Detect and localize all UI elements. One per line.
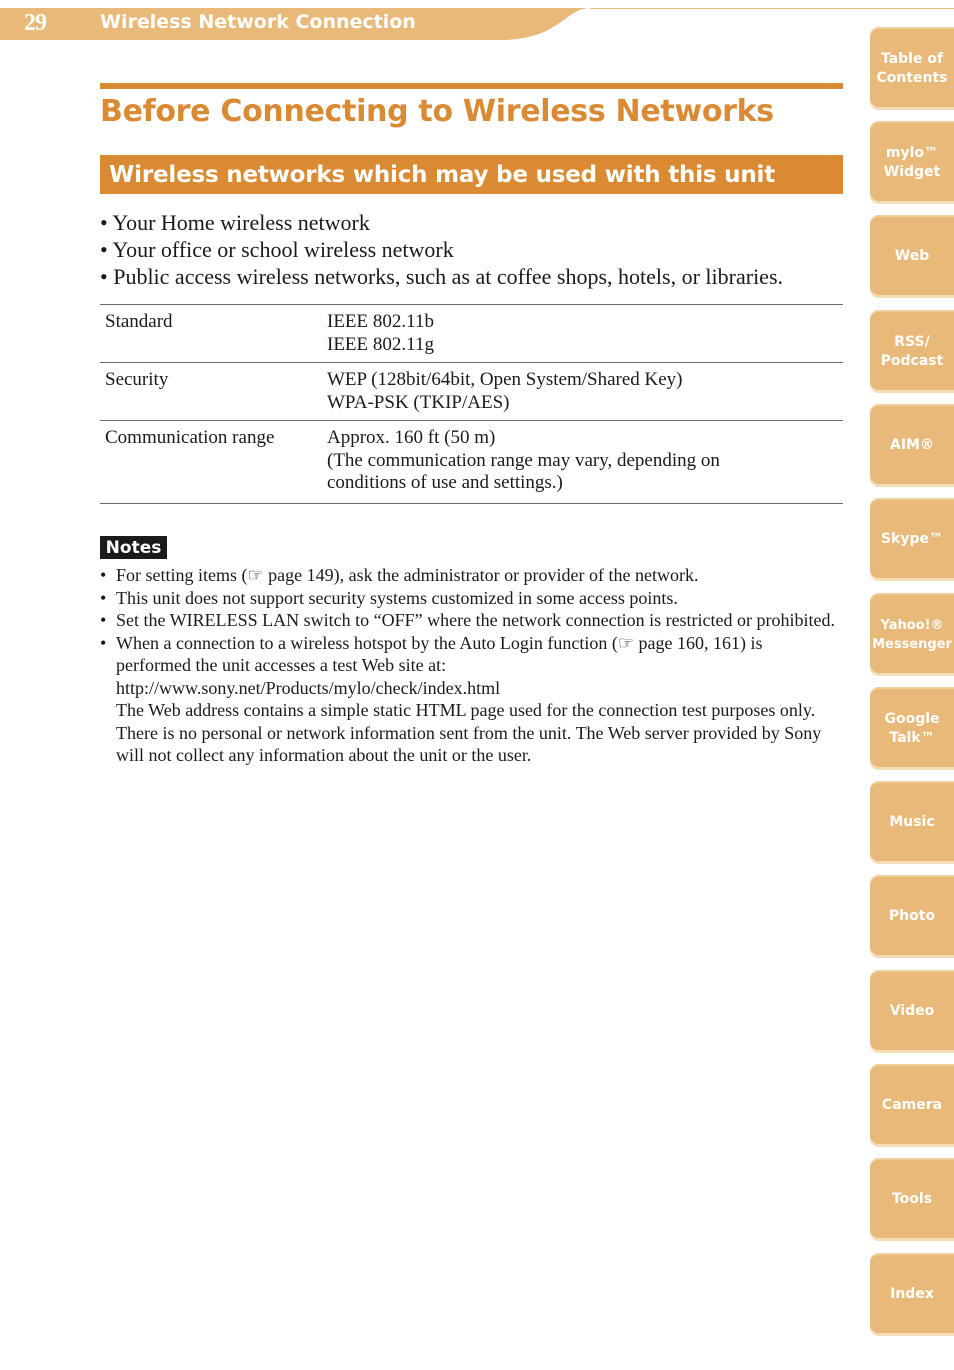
- tab-video[interactable]: [870, 970, 954, 1053]
- tab-label: Camera: [881, 1097, 943, 1113]
- value-line: WPA-PSK (TKIP/AES): [327, 391, 510, 413]
- table-row: [100, 421, 843, 504]
- list-item: • Your office or school wireless network: [100, 237, 454, 262]
- note-text: When a connection to a wireless hotspot by the Auto Login function (☞ page 160, 161) is performed the unit accesses a test Web site at:: [116, 632, 763, 675]
- value-line: IEEE 802.11g: [327, 333, 434, 355]
- tab-web[interactable]: [870, 215, 954, 298]
- title-rule: [100, 83, 843, 89]
- tab-tools[interactable]: [870, 1158, 954, 1241]
- tab-music[interactable]: [870, 781, 954, 864]
- table-row: [100, 305, 843, 363]
- note-text: The Web address contains a simple static HTML page used for the connection test purposes only. There is no personal or network information sent from the unit. The Web server provided by Sony will not collect any information about the unit or the user.: [116, 700, 822, 765]
- tab-label: AIM®: [890, 437, 934, 453]
- tab-aim[interactable]: [870, 404, 954, 487]
- tab-label: Skype™: [880, 531, 944, 547]
- table-value: [322, 421, 843, 504]
- list-item: • Your Home wireless network: [100, 210, 370, 235]
- note-item: • This unit does not support security systems customized in some access points.: [100, 587, 836, 610]
- value-line: IEEE 802.11b: [327, 311, 434, 332]
- tab-label: mylo™ Widget: [883, 144, 941, 180]
- tab-skype[interactable]: [870, 498, 954, 581]
- note-item: • Set the WIRELESS LAN switch to “OFF” where the network connection is restricted or prohibited.: [100, 609, 836, 632]
- tab-label: Web: [894, 248, 930, 264]
- section-name: Wireless Network Connection: [100, 11, 416, 33]
- tab-label: Google Talk™: [884, 710, 940, 746]
- tab-label: Tools: [891, 1191, 933, 1207]
- tab-google-talk[interactable]: [870, 687, 954, 770]
- tab-mylo-widget[interactable]: [870, 121, 954, 204]
- tab-table-of-contents[interactable]: [870, 27, 954, 110]
- tab-photo[interactable]: [870, 875, 954, 958]
- list-item: • Public access wireless networks, such as at coffee shops, hotels, or libraries.: [100, 264, 784, 289]
- tab-camera[interactable]: [870, 1064, 954, 1147]
- value-line: (The communication range may vary, depending on: [327, 449, 720, 471]
- tab-index[interactable]: [870, 1253, 954, 1336]
- spec-table: [100, 304, 843, 504]
- table-value: [322, 305, 843, 363]
- tab-label: Index: [890, 1286, 934, 1302]
- tab-label: RSS/ Podcast: [880, 333, 944, 369]
- subheading-bar: [100, 155, 843, 194]
- note-item: [100, 632, 836, 767]
- table-row: [100, 363, 843, 421]
- value-line: Approx. 160 ft (50 m): [327, 427, 496, 448]
- value-line: WEP (128bit/64bit, Open System/Shared Key): [327, 369, 683, 390]
- subheading-text: Wireless networks which may be used with this unit: [109, 161, 776, 188]
- table-label: Standard: [100, 305, 322, 363]
- tab-label: Video: [889, 1003, 935, 1019]
- network-list: [100, 209, 843, 290]
- note-item: • For setting items (☞ page 149), ask the administrator or provider of the network.: [100, 564, 836, 587]
- tab-rss-podcast[interactable]: [870, 310, 954, 393]
- table-label: Security: [100, 363, 322, 421]
- tab-label: Music: [889, 814, 935, 830]
- page-number: 29: [24, 10, 46, 36]
- table-value: [322, 363, 843, 421]
- page-title: Before Connecting to Wireless Networks: [100, 94, 774, 129]
- notes-list: [100, 564, 836, 767]
- table-label: Communication range: [100, 421, 322, 504]
- note-url[interactable]: http://www.sony.net/Products/mylo/check/index.html: [116, 677, 501, 698]
- tab-label: Table of Contents: [876, 50, 948, 86]
- tab-label: Yahoo!® Messenger: [872, 617, 952, 652]
- value-line: conditions of use and settings.): [327, 472, 563, 493]
- tab-yahoo-messenger[interactable]: [870, 593, 954, 676]
- notes-badge: Notes: [100, 536, 167, 559]
- tab-label: Photo: [888, 908, 936, 924]
